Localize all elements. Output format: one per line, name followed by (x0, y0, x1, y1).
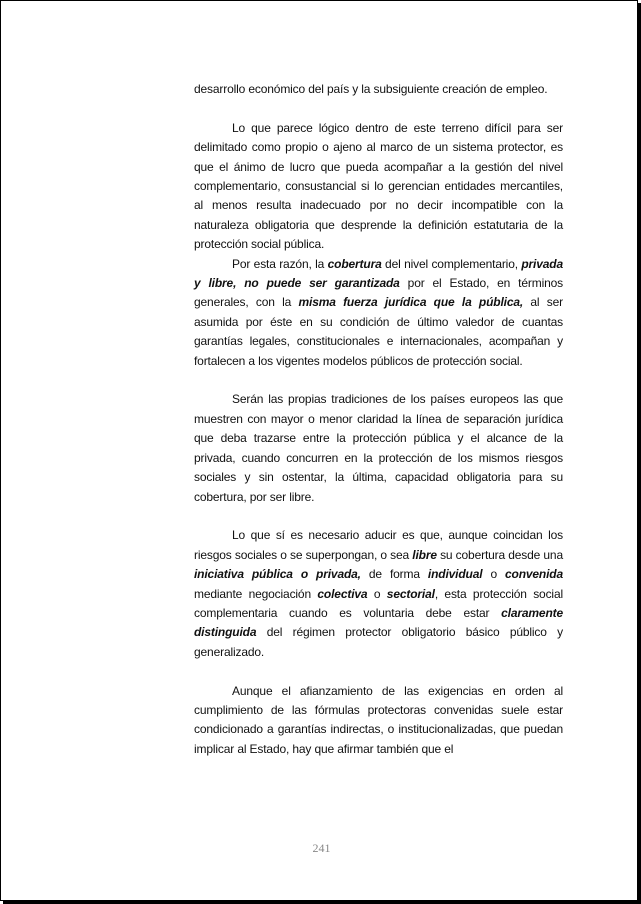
emphasis-text: sectorial (386, 586, 435, 601)
emphasis-text: colectiva (317, 586, 368, 601)
emphasis-text: libre (412, 547, 437, 562)
emphasis-text: misma fuerza jurídica que la pública, (298, 295, 524, 310)
paragraph (194, 255, 563, 371)
paragraph (194, 119, 563, 255)
text-run: Aunque el afianzamiento de las exigencias en orden al cumplimiento de las fórmulas protectoras convenidas suele estar condicionado a garantías indirectas, o institucionalizadas, que puedan implicar al Estado, hay que afirmar también que el (194, 683, 563, 756)
text-run: del régimen protector obligatorio básico público y generalizado. (194, 625, 563, 659)
text-run: , esta protección social complementaria cuando es voluntaria debe estar (194, 586, 563, 620)
paragraph-spacer (194, 371, 563, 390)
emphasis-text: individual (427, 567, 483, 582)
emphasis-text: iniciativa pública o privada, (194, 567, 361, 582)
text-run: Serán las propias tradiciones de los países europeos las que muestren con mayor o menor claridad la línea de separación jurídica que deba trazarse entre la protección pública y el alcance de la privada, cuando concurren en la protección de los mismos riesgos sociales y sin ostentar, la última, capacidad obligatoria para su cobertura, por ser libre. (194, 392, 563, 504)
text-run: mediante negociación (194, 586, 318, 601)
paragraph (194, 682, 563, 760)
text-run: de forma (360, 567, 428, 582)
emphasis-text: cobertura (327, 256, 382, 271)
text-run: o (482, 567, 505, 582)
paragraph (194, 80, 563, 99)
text-run: Por esta razón, la (232, 256, 328, 271)
text-run: al ser asumida por éste en su condición de último valedor de cuantas garantías legales, constitucionales e internacionales, acompañan y fortalecen a los vigentes modelos públicos de protección social. (194, 295, 563, 368)
emphasis-text: claramente distinguida (194, 605, 563, 640)
emphasis-text: convenida (504, 567, 563, 582)
text-run: o (367, 586, 387, 601)
paragraph (194, 526, 563, 662)
text-run: Lo que sí es necesario aducir es que, aunque coincidan los riesgos sociales o se superpongan, o sea (194, 528, 563, 562)
text-run: por el Estado, en términos generales, con la (194, 276, 563, 310)
paragraph-spacer (194, 662, 563, 681)
text-run: del nivel complementario, (381, 256, 522, 271)
emphasis-text: privada y libre, no puede ser garantizada (194, 256, 563, 291)
paragraph-spacer (194, 507, 563, 526)
text-run: Lo que parece lógico dentro de este terreno difícil para ser delimitado como propio o ajeno al marco de un sistema protector, es que el ánimo de lucro que pueda acompañar a la gestión del nivel complementario, consustancial si lo gerencian entidades mercantiles, al menos resulta inadecuado por no decir incompatible con la naturaleza obligatoria que desprende la definición estatutaria de la protección social pública. (194, 120, 563, 252)
page-number: 241 (312, 841, 331, 855)
text-run: su cobertura desde una (436, 547, 563, 562)
body-text (194, 80, 563, 759)
text-run: desarrollo económico del país y la subsiguiente creación de empleo. (194, 82, 548, 96)
paragraph-spacer (194, 99, 563, 118)
paragraph (194, 390, 563, 506)
